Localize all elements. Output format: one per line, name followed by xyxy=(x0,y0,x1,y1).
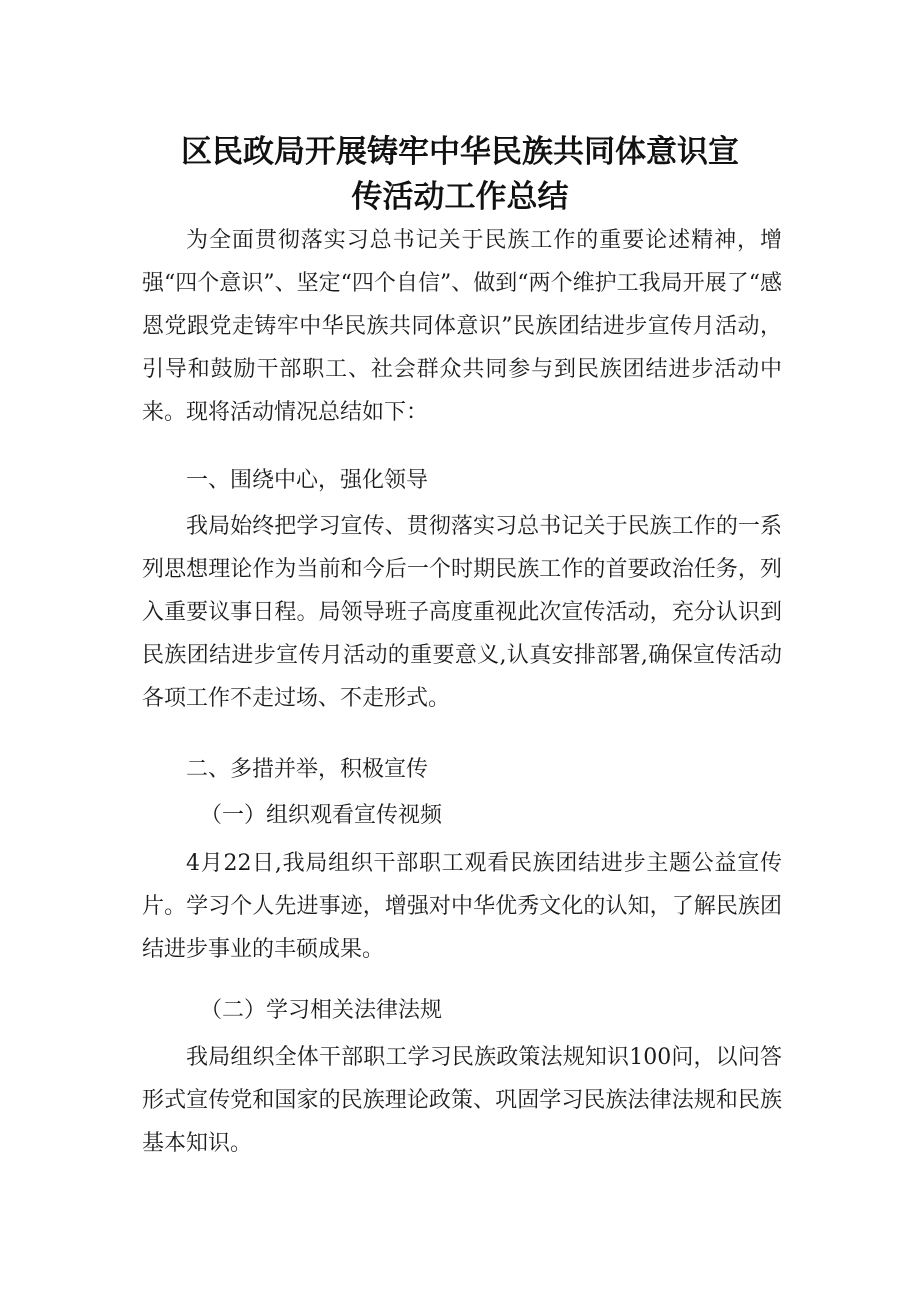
intro-paragraph: 为全面贯彻落实习总书记关于民族工作的重要论述精神，增强“四个意识”、坚定“四个自信”、做到“两个维护工我局开展了“感恩党跟党走铸牢中华民族共同体意识”民族团结进步宣传月活动，引导和鼓励干部职工、社会群众共同参与到民族团结进步活动中来。现将活动情况总结如下： xyxy=(142,228,782,425)
section1-heading: 一、围绕中心，强化领导 xyxy=(186,468,429,493)
subsection2-paragraph: 我局组织全体干部职工学习民族政策法规知识100问，以问答形式宣传党和国家的民族理论政策、巩固学习民族法律法规和民族基本知识。 xyxy=(142,1045,782,1156)
section2-heading: 二、多措并举，积极宣传 xyxy=(186,757,429,782)
section1-paragraph: 我局始终把学习宣传、贯彻落实习总书记关于民族工作的一系列思想理论作为当前和今后一个时期民族工作的首要政治任务，列入重要议事日程。局领导班子高度重视此次宣传活动，充分认识到民族团结进步宣传月活动的重要意义,认真安排部署,确保宣传活动各项工作不走过场、不走形式。 xyxy=(142,514,782,711)
document-title-line2: 传活动工作总结 xyxy=(351,179,569,215)
subsection2-heading: （二）学习相关法律法规 xyxy=(200,998,443,1023)
subsection1-paragraph: 4月22日,我局组织干部职工观看民族团结进步主题公益宣传片。学习个人先进事迹，增强对中华优秀文化的认知，了解民族团结进步事业的丰硕成果。 xyxy=(142,851,782,962)
subsection1-heading: （一）组织观看宣传视频 xyxy=(200,803,443,828)
document-title-line1: 区民政局开展铸牢中华民族共同体意识宣 xyxy=(181,134,739,170)
